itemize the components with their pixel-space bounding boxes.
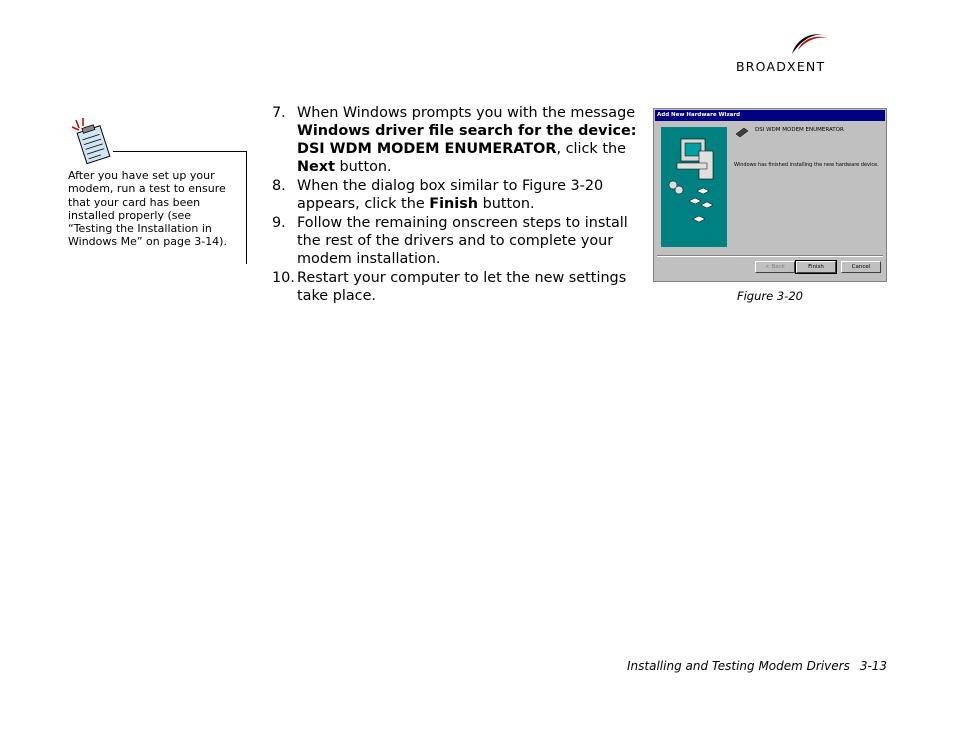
step-text-bold: Windows driver file search for the device: <box>297 123 637 139</box>
wizard-separator <box>657 255 883 257</box>
step-number: 8. <box>272 178 286 194</box>
step-text: button. <box>334 159 392 175</box>
note-rule-horizontal <box>113 151 246 152</box>
next-label-bold: Next <box>297 159 335 175</box>
wizard-side-panel <box>661 127 727 247</box>
note-rule-vertical <box>246 151 247 264</box>
device-name: DSI WDM MODEM ENUMERATOR <box>755 127 844 133</box>
device-name-bold: DSI WDM MODEM ENUMERATOR <box>297 141 557 157</box>
step-number: 10. <box>272 270 295 286</box>
footer-section-title: Installing and Testing Modem Drivers <box>627 659 850 673</box>
step-8 <box>272 177 642 213</box>
steps-list <box>272 104 642 306</box>
step-text: When the dialog box similar to Figure 3-20 <box>297 178 604 194</box>
step-text: appears, click the <box>297 196 430 212</box>
finish-button[interactable]: Finish <box>796 261 836 273</box>
note-line: modem, run a test to ensure <box>68 182 226 196</box>
page-number: 3-13 <box>859 659 888 673</box>
wizard-title-bar: Add New Hardware Wizard <box>655 110 885 121</box>
step-10 <box>272 269 642 305</box>
page-footer <box>627 659 887 673</box>
note-line: After you have set up your <box>68 169 215 182</box>
step-number: 9. <box>272 215 286 231</box>
step-text: take place. <box>297 288 377 304</box>
swoosh-icon <box>788 26 832 56</box>
step-text: button. <box>478 196 535 212</box>
finish-label-bold: Finish <box>429 196 479 212</box>
broadxent-logo <box>736 26 882 74</box>
step-number: 7. <box>272 105 286 121</box>
note-line: “Testing the Installation in <box>68 222 212 236</box>
back-button[interactable]: < Back <box>755 261 795 273</box>
cancel-button[interactable]: Cancel <box>841 261 881 273</box>
step-7 <box>272 104 642 176</box>
computer-hardware-icon <box>661 127 727 247</box>
logo-text: BROADXENT <box>736 59 826 74</box>
note-line: installed properly (see <box>68 208 192 222</box>
note-line: that your card has been <box>68 195 201 209</box>
modem-device-icon <box>735 126 749 138</box>
figure-caption: Figure 3-20 <box>737 289 803 303</box>
step-text: the rest of the drivers and to complete your <box>297 233 614 249</box>
step-text: Restart your computer to let the new settings <box>297 270 627 286</box>
step-text: , click the <box>556 141 626 157</box>
notepad-icon <box>70 118 114 166</box>
wizard-message: Windows has finished installing the new hardware device. <box>734 162 879 168</box>
step-text: modem installation. <box>297 251 441 267</box>
sidebar-note <box>68 169 246 249</box>
step-text: Follow the remaining onscreen steps to install <box>297 215 628 231</box>
step-text: When Windows prompts you with the message <box>297 105 636 121</box>
wizard-screenshot <box>653 108 887 282</box>
step-9 <box>272 214 642 268</box>
note-line: Windows Me” on page 3-14). <box>68 235 227 249</box>
